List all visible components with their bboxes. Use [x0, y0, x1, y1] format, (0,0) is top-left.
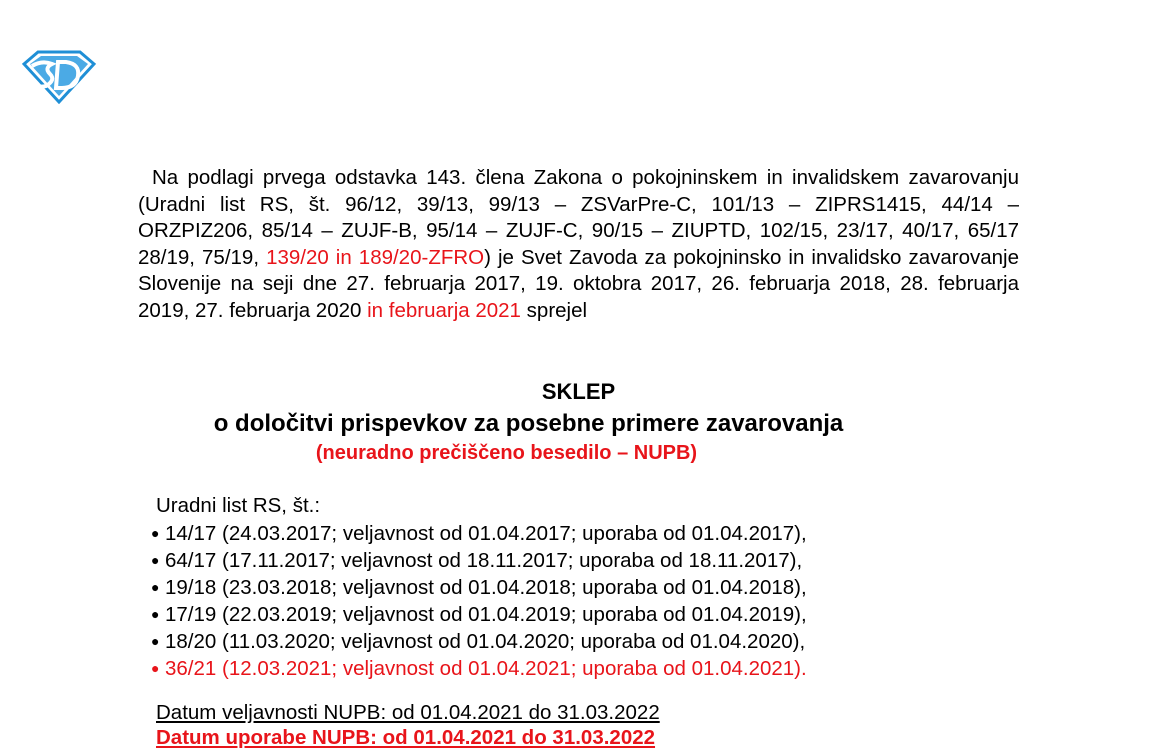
intro-paragraph: [138, 165, 1019, 324]
list-item-text: 18/20 (11.03.2020; veljavnost od 01.04.2020; uporaba od 01.04.2020),: [165, 630, 806, 653]
gazette-list: [150, 520, 807, 682]
bullet-icon: ●: [151, 525, 160, 541]
zpiz-logo: [22, 48, 96, 104]
list-item: [150, 547, 807, 574]
list-item-text: 14/17 (24.03.2017; veljavnost od 01.04.2017; uporaba od 01.04.2017),: [165, 522, 807, 545]
list-item: [150, 601, 807, 628]
bullet-icon: ●: [151, 633, 160, 649]
intro-amendment-ref: 139/20 in 189/20-ZFRO: [266, 245, 485, 269]
list-item: [150, 574, 807, 601]
list-item: [150, 520, 807, 547]
list-item-text: 36/21 (12.03.2021; veljavnost od 01.04.2021; uporaba od 01.04.2021).: [165, 657, 807, 680]
document-subtitle: o določitvi prispevkov za posebne primere zavarovanja: [213, 410, 844, 437]
bullet-icon: ●: [151, 606, 160, 622]
intro-text-part1: Na podlagi prvega odstavka 143. člena Zakona o pokojninskem in invalidskem zavarovanju (Uradni list RS, št. 96/12, 39/13, 99/13 – ZSVarPre-C, 101/13 – ZIPRS1415, 44/14 – ORZPIZ206, 85/14 – ZUJF-B, 95/14 – ZUJF-C, 90/15 – ZIUPTD, 102/15, 23/17, 40/17, 65/17 28/19, 75/19,: [138, 166, 1019, 269]
bullet-icon: ●: [151, 660, 160, 676]
list-item: [150, 655, 807, 682]
list-item: [150, 628, 807, 655]
gazette-label: Uradni list RS, št.:: [156, 494, 321, 517]
intro-text-part3: sprejel: [520, 298, 588, 322]
validity-date: Datum veljavnosti NUPB: od 01.04.2021 do 31.03.2022: [156, 701, 660, 724]
intro-amendment-date: in februarja 2021: [367, 298, 521, 322]
bullet-icon: ●: [151, 579, 160, 595]
list-item-text: 64/17 (17.11.2017; veljavnost od 18.11.2017; uporaba od 18.11.2017),: [165, 549, 803, 572]
list-item-text: 19/18 (23.03.2018; veljavnost od 01.04.2018; uporaba od 01.04.2018),: [165, 576, 807, 599]
bullet-icon: ●: [151, 552, 160, 568]
intro-text-part2: ) je Svet Zavoda za pokojninsko in invalidsko zavarovanje Slovenije na seji dne 27. februarja 2017, 19. oktobra 2017, 26. februarja 2018, 28. februarja 2019, 27. februarja 2020: [138, 245, 1020, 322]
application-date: Datum uporabe NUPB: od 01.04.2021 do 31.03.2022: [156, 726, 656, 749]
document-title: SKLEP: [541, 379, 616, 404]
list-item-text: 17/19 (22.03.2019; veljavnost od 01.04.2019; uporaba od 01.04.2019),: [165, 603, 807, 626]
document-note: (neuradno prečiščeno besedilo – NUPB): [315, 442, 698, 464]
